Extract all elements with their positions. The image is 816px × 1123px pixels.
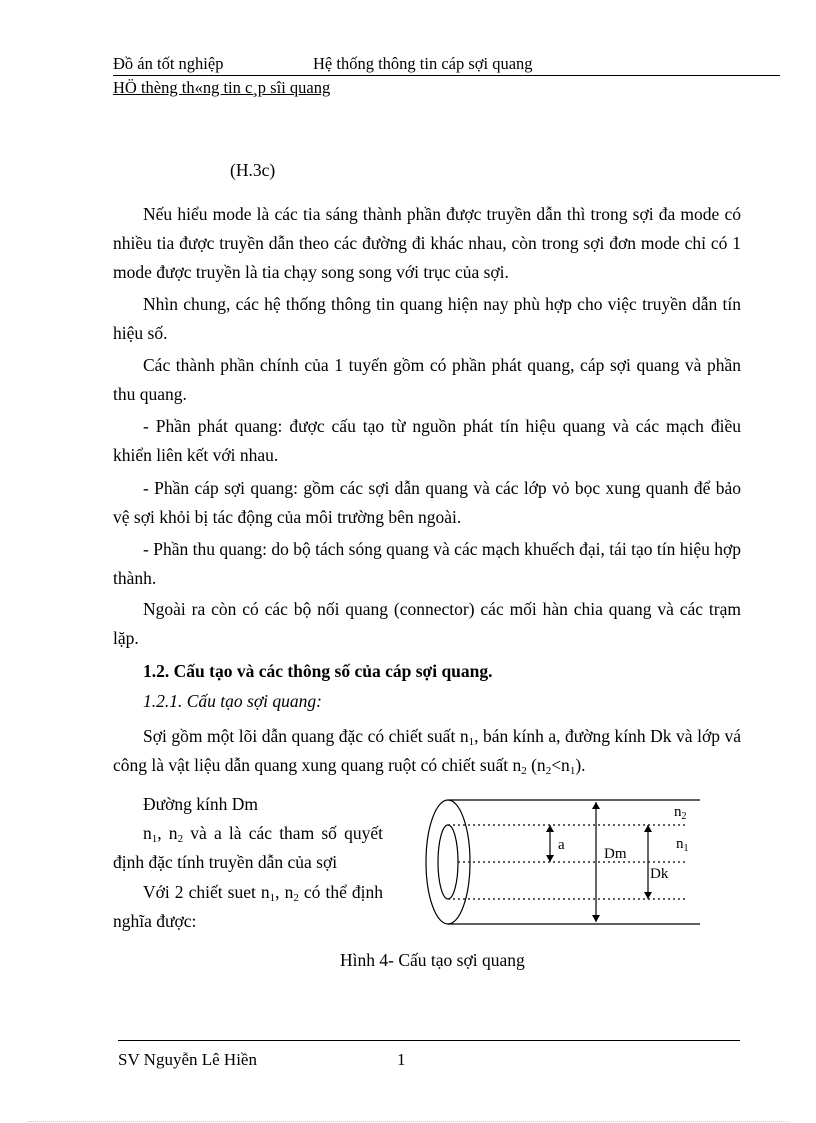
label-n2: $n_2$ <box>674 804 687 822</box>
paragraph-cable: - Phần cáp sợi quang: gồm các sợi dẫn quang và các lớp vỏ bọc xung quanh để bảo vệ sợi khỏi bị tác động của môi trường bên ngoài. <box>113 478 741 527</box>
arrow-dm-bottom <box>592 915 600 922</box>
paragraph-summary: Nhìn chung, các hệ thống thông tin quang hiện nay phù hợp cho việc truyền dẫn tín hiệu số. <box>113 294 741 343</box>
label-dm: Dm <box>604 846 627 862</box>
figure-caption: Hình 4- Cấu tạo sợi quang <box>340 950 525 970</box>
footer-page-number: 1 <box>397 1050 406 1069</box>
header-left: Đồ án tốt nghiệp <box>113 54 224 73</box>
fiber-structure-figure <box>418 792 708 932</box>
footer-rule <box>118 1040 740 1041</box>
label-a: a <box>558 837 565 853</box>
page-bottom-dotted-rule <box>28 1121 788 1122</box>
paragraph-transmitter: - Phần phát quang: được cấu tạo từ nguồn phát tín hiệu quang và các mạch điều khiển liên kết với nhau. <box>113 416 741 465</box>
arrow-dk-bottom <box>644 892 652 899</box>
paragraph-components: Các thành phần chính của 1 tuyến gồm có phần phát quang, cáp sợi quang và phần thu quang. <box>113 355 741 404</box>
header-title-line <box>113 54 780 76</box>
section-heading: 1.2. Cấu tạo và các thông số của cáp sợi quang. <box>143 661 493 681</box>
subsection-heading: 1.2.1. Cấu tạo sợi quang: <box>143 691 322 711</box>
side-text-params: $n_1$, $n_2$ và a là các tham số quyết định đặc tính truyền dẫn của sợi <box>113 823 383 872</box>
header-garbled: HÖ thèng th«ng tin c¸p sîi quang <box>113 78 331 97</box>
side-text-dm: Đường kính Dm <box>143 794 258 814</box>
paragraph-mode: Nếu hiểu mode là các tia sáng thành phần được truyền dẫn thì trong sợi đa mode có nhiều tia được truyền dẫn theo các đường đi khác nhau, còn trong sợi đơn mode chỉ có 1 mode được truyền là tia chạy song song với trục của sợi. <box>113 204 741 282</box>
header-right: Hệ thống thông tin cáp sợi quang <box>313 54 533 73</box>
side-text-definition: Với 2 chiết suet $n_1$, $n_2$ có thể định nghĩa được: <box>113 882 384 931</box>
footer-author: SV Nguyễn Lê Hiền <box>118 1050 257 1069</box>
paragraph-receiver: - Phần thu quang: do bộ tách sóng quang và các mạch khuếch đại, tái tạo tín hiệu hợp thành. <box>113 539 741 588</box>
label-n1: $n_1$ <box>676 836 689 854</box>
arrow-a-top <box>546 825 554 832</box>
arrow-a-bottom <box>546 855 554 862</box>
inner-end-ellipse <box>438 825 458 899</box>
arrow-dm-top <box>592 802 600 809</box>
figure-ref-caption: (H.3c) <box>230 160 276 180</box>
arrow-dk-top <box>644 825 652 832</box>
paragraph-connectors: Ngoài ra còn có các bộ nối quang (connector) các mối hàn chia quang và các trạm lặp. <box>113 599 741 648</box>
paragraph-fiber-structure: Sợi gồm một lõi dẫn quang đặc có chiết suất $n_1$, bán kính a, đường kính Dk và lớp vá công là vật liệu dẫn quang xung quang ruột có chiết suất $n_2$ $(n_2<n_1)$. <box>113 726 741 777</box>
label-dk: Dk <box>650 866 669 882</box>
